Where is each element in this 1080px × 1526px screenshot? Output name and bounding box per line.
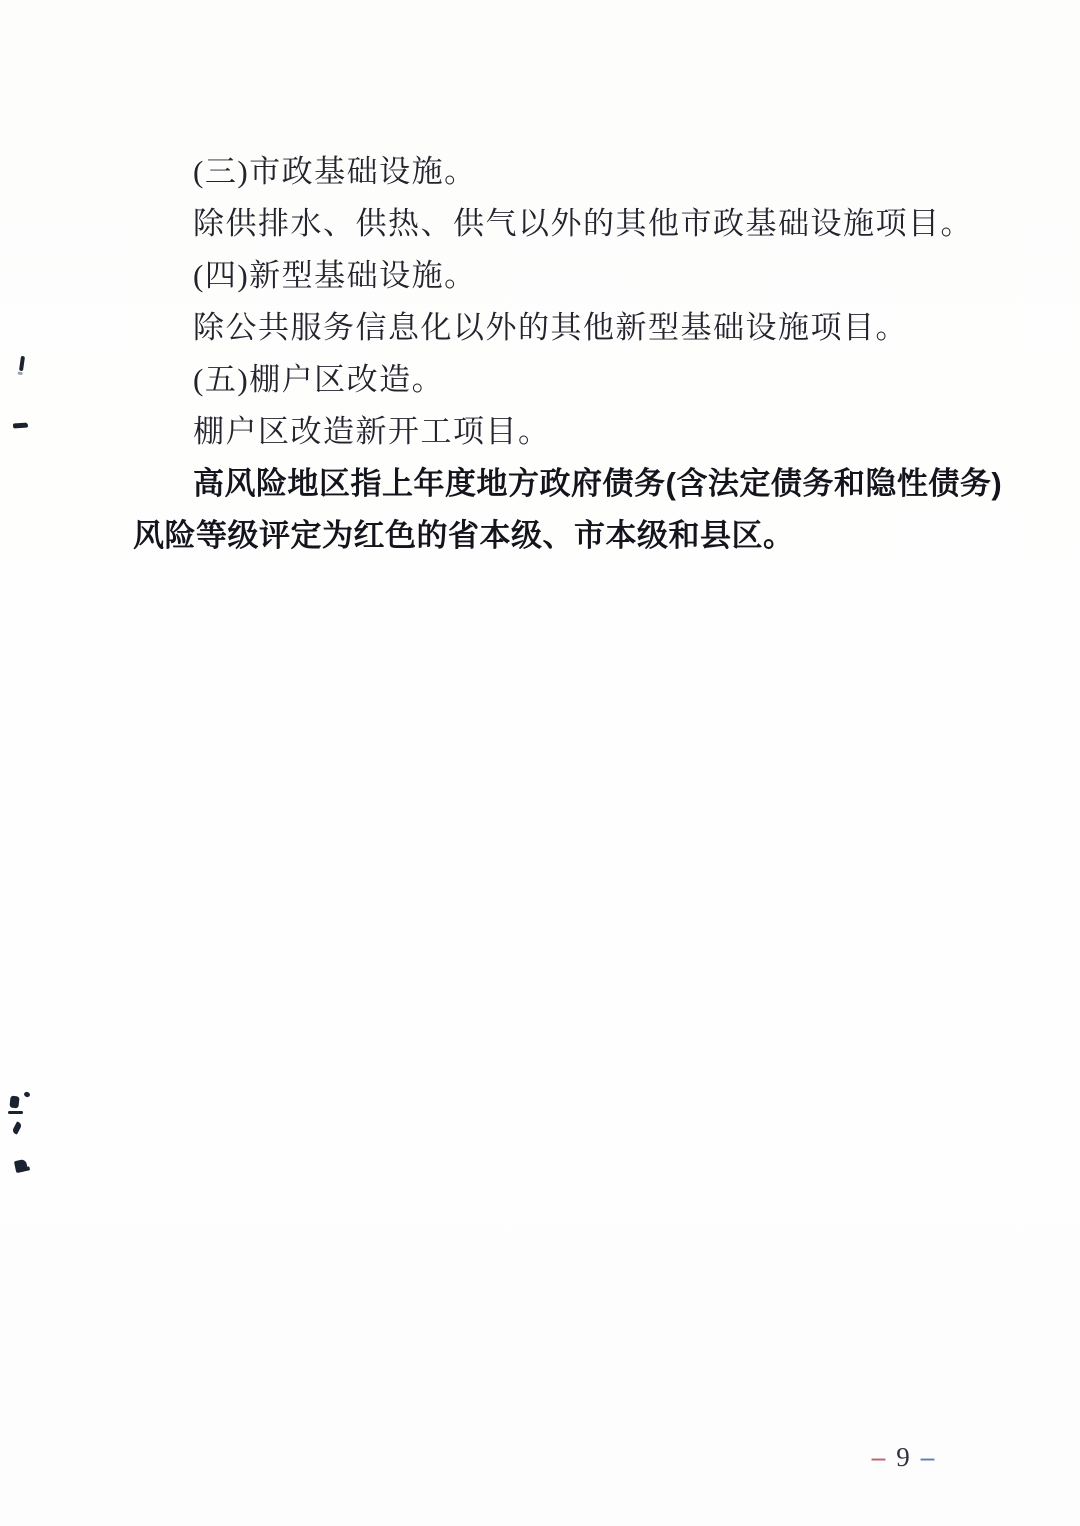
paragraph-item-3-heading: (三)市政基础设施。 (193, 154, 477, 189)
high-risk-definition-line-2: 风险等级评定为红色的省本级、市本级和县区。 (133, 518, 795, 553)
paragraph-item-4-heading: (四)新型基础设施。 (193, 258, 477, 293)
ink-speck-6 (12, 1121, 23, 1134)
ink-speck-5 (8, 1111, 23, 1114)
ink-speck-3 (9, 1096, 19, 1109)
page-number-left-dash: – (871, 1442, 886, 1472)
ink-speck-2 (13, 422, 28, 428)
ink-speck-1 (19, 356, 25, 371)
document-body (133, 146, 1003, 562)
paragraph-item-4-body: 除公共服务信息化以外的其他新型基础设施项目。 (193, 310, 908, 345)
ink-speck-4 (23, 1091, 30, 1098)
paragraph-item-5-body: 棚户区改造新开工项目。 (193, 414, 551, 449)
page-number-right-dash: – (920, 1442, 935, 1472)
paragraph-item-5-heading: (五)棚户区改造。 (193, 362, 445, 397)
page-number (858, 1442, 948, 1473)
high-risk-definition-line-1: 高风险地区指上年度地方政府债务(含法定债务和隐性债务) (193, 466, 1003, 501)
paragraph-item-3-body: 除供排水、供热、供气以外的其他市政基础设施项目。 (193, 206, 973, 241)
page-number-value: 9 (896, 1442, 910, 1472)
ink-speck-7 (14, 1159, 28, 1173)
